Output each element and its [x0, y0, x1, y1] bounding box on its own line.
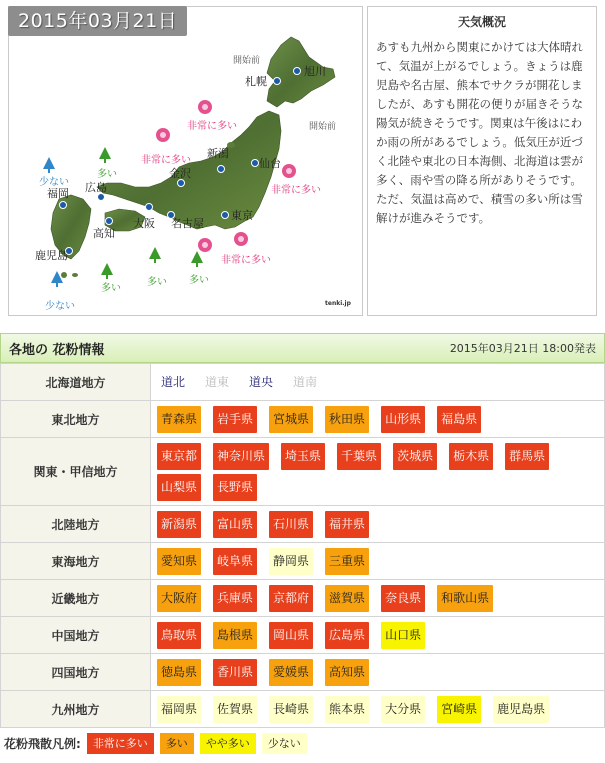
pollen-legend: [0, 728, 605, 758]
prefs-cell: [151, 543, 605, 580]
prefecture-link[interactable]: 岩手県: [213, 406, 257, 433]
table-row: [1, 506, 605, 543]
svg-text:東京: 東京: [231, 209, 253, 222]
prefecture-link[interactable]: 愛知県: [157, 548, 201, 575]
level-vhigh-4: 非常に多い: [221, 255, 271, 266]
svg-text:名古屋: 名古屋: [171, 217, 204, 230]
tree-icon: [149, 247, 161, 263]
level-high-1: 多い: [97, 169, 117, 180]
prefecture-link[interactable]: 宮城県: [269, 406, 313, 433]
region-cell: 九州地方: [1, 691, 151, 728]
pollen-map-panel: [8, 6, 363, 316]
pollen-issued-time: 2015年03月21日 18:00発表: [449, 342, 596, 355]
city-osaka[interactable]: [133, 204, 155, 231]
prefecture-link[interactable]: 青森県: [157, 406, 201, 433]
city-hiroshima[interactable]: [85, 180, 107, 201]
prefecture-link[interactable]: 徳島県: [157, 659, 201, 686]
flower-icon: [198, 238, 212, 252]
table-row: [1, 691, 605, 728]
svg-text:金沢: 金沢: [169, 167, 191, 180]
prefs-cell: [151, 580, 605, 617]
overview-title: 天気概況: [457, 15, 506, 29]
level-vhigh-3: 非常に多い: [271, 185, 321, 196]
region-cell: 東北地方: [1, 401, 151, 438]
yakushima-island: [61, 272, 67, 278]
region-cell: 中国地方: [1, 617, 151, 654]
flower-icon: [234, 232, 248, 246]
table-row: [1, 438, 605, 506]
table-row: [1, 580, 605, 617]
hokkaido-area-link: 道南: [293, 375, 318, 389]
tenki-credit: tenki.jp: [325, 300, 351, 307]
legend-item: 非常に多い: [87, 733, 154, 754]
tree-icon: [51, 271, 63, 287]
prefecture-link[interactable]: 福岡県: [157, 696, 201, 723]
region-cell: 北陸地方: [1, 506, 151, 543]
tree-icon: [99, 147, 111, 163]
tanegashima-island: [72, 273, 78, 277]
prefs-cell: [151, 438, 605, 506]
prefs-cell: [151, 401, 605, 438]
weather-overview-panel: [367, 6, 597, 316]
prefecture-link[interactable]: 長野県: [213, 474, 257, 501]
table-row: [1, 617, 605, 654]
flower-icon: [156, 128, 170, 142]
region-cell: 四国地方: [1, 654, 151, 691]
level-high-3: 多い: [147, 277, 167, 288]
tree-icon: [101, 263, 113, 279]
prefecture-link[interactable]: 茨城県: [393, 443, 437, 470]
level-high-2: 多い: [101, 283, 121, 294]
table-row: [1, 654, 605, 691]
prefecture-link[interactable]: 大阪府: [157, 585, 201, 612]
prefs-cell: [151, 617, 605, 654]
prefecture-link[interactable]: 広島県: [325, 622, 369, 649]
svg-text:旭川: 旭川: [304, 65, 326, 78]
prefecture-link[interactable]: 岐阜県: [213, 548, 257, 575]
prefecture-link[interactable]: 山口県: [381, 622, 425, 649]
prefecture-link[interactable]: 福島県: [437, 406, 481, 433]
prefecture-link[interactable]: 高知県: [325, 659, 369, 686]
prefs-cell: [151, 654, 605, 691]
legend-item: やや多い: [200, 733, 256, 754]
prefecture-link[interactable]: 大分県: [381, 696, 425, 723]
region-cell: 東海地方: [1, 543, 151, 580]
region-cell: 関東・甲信地方: [1, 438, 151, 506]
prefecture-link[interactable]: 鹿児島県: [493, 696, 549, 723]
svg-text:新潟: 新潟: [207, 147, 229, 160]
tree-icon: [191, 251, 203, 267]
prefecture-link[interactable]: 栃木県: [449, 443, 493, 470]
prefecture-link[interactable]: 新潟県: [157, 511, 201, 538]
tree-icon: [43, 157, 55, 173]
prefecture-link[interactable]: 三重県: [325, 548, 369, 575]
prefecture-link[interactable]: 静岡県: [269, 548, 313, 575]
prefecture-link[interactable]: 和歌山県: [437, 585, 493, 612]
svg-text:仙台: 仙台: [259, 157, 281, 170]
prefecture-link[interactable]: 石川県: [269, 511, 313, 538]
level-vhigh-1: 非常に多い: [187, 121, 237, 132]
city-kagoshima[interactable]: [35, 248, 73, 263]
prefecture-link[interactable]: 東京都: [157, 443, 201, 470]
prefs-cell: [151, 506, 605, 543]
hokkaido-area-link: 道東: [205, 375, 230, 389]
prefecture-link[interactable]: 愛媛県: [269, 659, 313, 686]
prefecture-link[interactable]: 埼玉県: [281, 443, 325, 470]
pollen-info-section: [0, 333, 605, 758]
table-row: [1, 401, 605, 438]
prefecture-link[interactable]: 富山県: [213, 511, 257, 538]
pollen-table: [0, 363, 605, 728]
prefecture-link[interactable]: 京都府: [269, 585, 313, 612]
prefs-cell: [151, 691, 605, 728]
legend-title: 花粉飛散凡例:: [4, 736, 81, 751]
svg-text:鹿児島: 鹿児島: [35, 249, 68, 262]
prefecture-link[interactable]: 千葉県: [337, 443, 381, 470]
prefecture-link[interactable]: 佐賀県: [213, 696, 257, 723]
region-cell: 北海道地方: [1, 364, 151, 401]
hokkaido-area-link[interactable]: 道央: [249, 375, 274, 389]
prefecture-link[interactable]: 島根県: [213, 622, 257, 649]
pollen-title: 各地の 花粉情報: [9, 342, 105, 358]
level-vhigh-2: 非常に多い: [141, 155, 191, 166]
prefecture-link[interactable]: 秋田県: [325, 406, 369, 433]
prefecture-link[interactable]: 奈良県: [381, 585, 425, 612]
prefecture-link[interactable]: 宮崎県: [437, 696, 481, 723]
svg-text:福岡: 福岡: [47, 187, 69, 200]
prefecture-link[interactable]: 山形県: [381, 406, 425, 433]
region-cell: 近畿地方: [1, 580, 151, 617]
hokkaido-area-link[interactable]: 道北: [161, 375, 186, 389]
prefecture-link[interactable]: 熊本県: [325, 696, 369, 723]
prefecture-link[interactable]: 兵庫県: [213, 585, 257, 612]
overview-text: あすも九州から関東にかけては大体晴れて、気温が上がるでしょう。きょうは鹿児島や名古屋、熊本でサクラが開花しましたが、あすも開花の便りが届きそうな陽気が続きそうです。関東は午後はにわか雨の所があるでしょう。低気圧が近づく北陸や東北の日本海側、北海道は雲が多く、雨や雪の降る所がありそうです。ただ、気温は高めで、積雪の多い所は雪解けが進みそうです。: [376, 40, 583, 225]
svg-text:札幌: 札幌: [245, 75, 267, 88]
region-label-east: 開始前: [309, 122, 337, 132]
prefecture-link[interactable]: 香川県: [213, 659, 257, 686]
prefs-cell: [151, 364, 605, 401]
table-row: [1, 543, 605, 580]
japan-map: [9, 7, 363, 316]
svg-text:高知: 高知: [93, 227, 115, 240]
prefecture-link[interactable]: 福井県: [325, 511, 369, 538]
weather-top-section: [0, 0, 605, 322]
svg-text:広島: 広島: [85, 181, 107, 194]
date-label: 2015年03月21日: [8, 6, 187, 36]
level-low-2: 少ない: [45, 301, 75, 312]
flower-icon: [282, 164, 296, 178]
legend-item: 少ない: [262, 733, 307, 754]
prefecture-link[interactable]: 鳥取県: [157, 622, 201, 649]
prefecture-link[interactable]: 長崎県: [269, 696, 313, 723]
legend-item: 多い: [160, 733, 194, 754]
prefecture-link[interactable]: 山梨県: [157, 474, 201, 501]
level-low-1: 少ない: [39, 177, 69, 188]
level-high-4: 多い: [189, 275, 209, 286]
pollen-header: [0, 333, 605, 363]
table-row: [1, 364, 605, 401]
flower-icon: [198, 100, 212, 114]
prefecture-link[interactable]: 岡山県: [269, 622, 313, 649]
prefecture-link[interactable]: 滋賀県: [325, 585, 369, 612]
svg-text:大阪: 大阪: [133, 217, 155, 230]
prefecture-link[interactable]: 群馬県: [505, 443, 549, 470]
city-kochi[interactable]: [93, 218, 115, 241]
region-label-north: 開始前: [233, 56, 261, 66]
prefecture-link[interactable]: 神奈川県: [213, 443, 269, 470]
